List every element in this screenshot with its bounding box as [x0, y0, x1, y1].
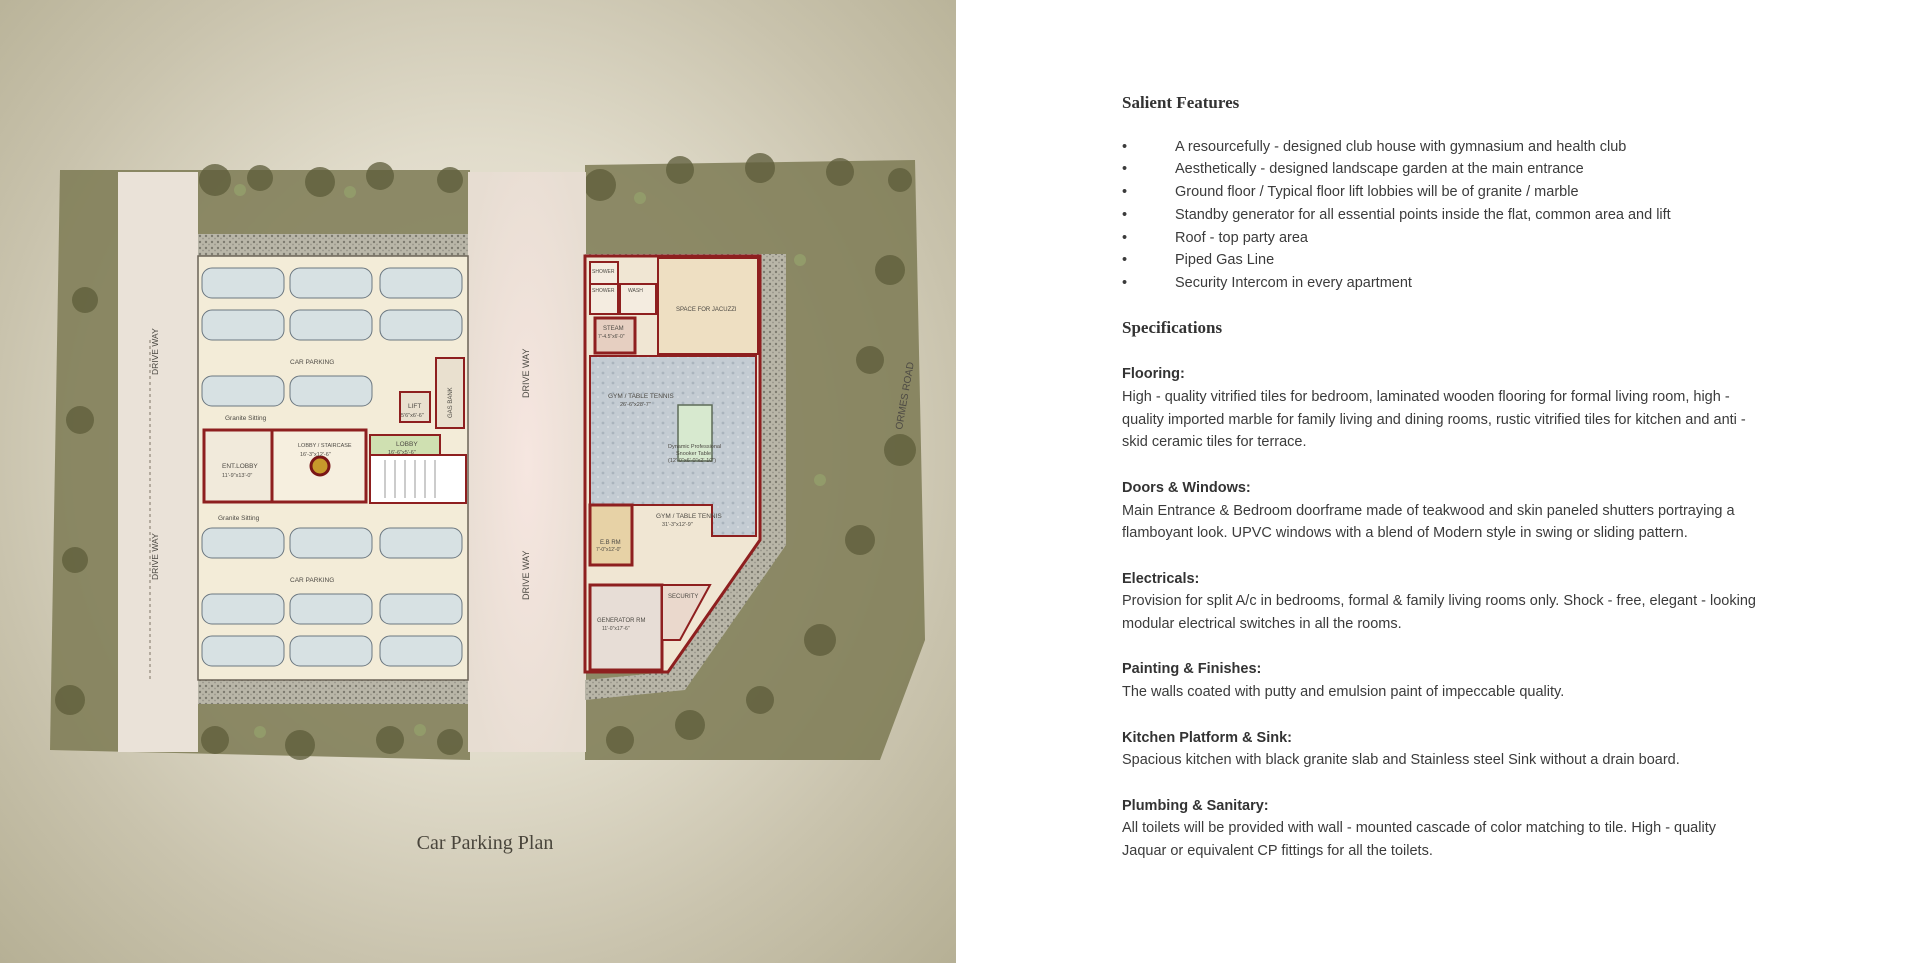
- plan-caption: Car Parking Plan: [416, 832, 554, 854]
- plan-label-lift-size: 5'6"x6'-6": [401, 413, 424, 419]
- salient-features-heading: Salient Features: [1122, 93, 1240, 112]
- spec-text: High - quality vitrified tiles for bedroom, laminated wooden flooring for formal living room, high - quality imported marble for family living and dining rooms, rustic vitrified tiles for kitchen and anti - skid ceramic tiles for terrace.: [1122, 389, 1746, 451]
- plan-label-steam-size: 7'-4.5"x6'-0": [598, 334, 625, 340]
- feature-text: Standby generator for all essential points inside the flat, common area and lift: [1175, 206, 1671, 223]
- drive-way-center: [468, 172, 586, 752]
- spec-painting-finishes: [1122, 658, 1762, 703]
- list-item: [1122, 136, 1762, 159]
- spec-doors-windows: [1122, 477, 1762, 545]
- bullet-icon: •: [1122, 184, 1128, 201]
- specifications-heading: Specifications: [1122, 317, 1223, 337]
- spec-title: Doors & Windows:: [1122, 479, 1251, 496]
- plan-label-gym-size-1: 26'-6"x28'-7": [620, 402, 651, 408]
- spec-electricals: [1122, 568, 1762, 636]
- plan-label-snooker-1: Dynamic Professional: [668, 444, 722, 450]
- plan-label-lobby: LOBBY: [396, 441, 418, 448]
- drive-way-left: [118, 172, 198, 752]
- feature-text: Aesthetically - designed landscape garden at the main entrance: [1175, 161, 1584, 178]
- plan-label-drive-way-3: DRIVE WAY: [521, 348, 531, 398]
- bullet-icon: •: [1122, 206, 1128, 223]
- plan-label-space-for-jacuzzi: SPACE FOR JACUZZI: [676, 307, 737, 313]
- spec-text: Spacious kitchen with black granite slab and Stainless steel Sink without a drain board.: [1122, 752, 1680, 769]
- plan-label-eb-rm: E.B RM: [600, 540, 621, 546]
- list-item: [1122, 249, 1762, 272]
- plan-label-steam: STEAM: [603, 326, 624, 332]
- plan-label-ent-lobby-size: 11'-9"x13'-0": [222, 473, 253, 479]
- plan-label-generator-rm-size: 11'-0"x17'-6": [602, 626, 630, 632]
- plan-label-snooker-2: Snooker Table: [676, 451, 712, 457]
- plan-label-car-parking-2: CAR PARKING: [290, 577, 335, 584]
- plan-label-shower-2: SHOWER: [592, 288, 615, 294]
- feature-text: Roof - top party area: [1175, 229, 1308, 246]
- spec-title: Kitchen Platform & Sink:: [1122, 729, 1292, 746]
- bullet-icon: •: [1122, 229, 1128, 246]
- plan-label-granite-sitting-2: Granite Sitting: [218, 515, 260, 522]
- plan-label-security: SECURITY: [668, 594, 699, 600]
- feature-text: Piped Gas Line: [1175, 252, 1275, 269]
- salient-features-list: [1122, 136, 1762, 295]
- list-item: [1122, 158, 1762, 181]
- list-item: [1122, 204, 1762, 227]
- plan-label-drive-way-1: DRIVE WAY: [150, 328, 160, 375]
- feature-text: Ground floor / Typical floor lift lobbies will be of granite / marble: [1175, 184, 1579, 201]
- spec-title: Painting & Finishes:: [1122, 661, 1262, 678]
- list-item: [1122, 181, 1762, 204]
- plan-label-lobby-staircase: LOBBY / STAIRCASE: [298, 443, 352, 449]
- plan-label-granite-sitting-1: Granite Sitting: [225, 415, 267, 422]
- plan-label-gym-2: GYM / TABLE TENNIS: [656, 513, 722, 520]
- bullet-icon: •: [1122, 138, 1128, 155]
- spec-title: Flooring:: [1122, 366, 1185, 383]
- feature-text: Security Intercom in every apartment: [1175, 274, 1412, 291]
- spec-title: Electricals:: [1122, 570, 1200, 587]
- plan-label-lift: LIFT: [408, 403, 422, 410]
- plan-label-eb-rm-size: 7'-0"x12'-0": [596, 547, 622, 553]
- plan-label-gym-size-2: 31'-3"x12'-9": [662, 522, 693, 528]
- plan-label-gym-1: GYM / TABLE TENNIS: [608, 393, 674, 400]
- list-item: [1122, 272, 1762, 295]
- spec-kitchen-platform: [1122, 727, 1762, 772]
- spec-title: Plumbing & Sanitary:: [1122, 797, 1269, 814]
- plan-label-lobby-size: 16'-6"x5'-6": [388, 450, 416, 456]
- bullet-icon: •: [1122, 161, 1128, 178]
- bullet-icon: •: [1122, 274, 1128, 291]
- spec-text: All toilets will be provided with wall - mounted cascade of color matching to tile. High - quality Jaquar or equivalent CP fittings for all the toilets.: [1122, 820, 1716, 860]
- spec-text: Provision for split A/c in bedrooms, formal & family living rooms only. Shock - free, elegant - looking modular electrical switches in all the rooms.: [1122, 593, 1756, 633]
- plan-label-ent-lobby: ENT.LOBBY: [222, 463, 258, 470]
- plan-label-shower: SHOWER: [592, 269, 615, 275]
- bullet-icon: •: [1122, 252, 1128, 269]
- plan-label-drive-way-4: DRIVE WAY: [521, 550, 531, 600]
- list-item: [1122, 227, 1762, 250]
- plan-label-lobby-staircase-size: 16'-3"x12'-6": [300, 452, 331, 458]
- feature-text: A resourcefully - designed club house with gymnasium and health club: [1175, 138, 1627, 155]
- plan-label-wash: WASH: [628, 288, 643, 294]
- spec-flooring: [1122, 363, 1762, 454]
- spec-text: The walls coated with putty and emulsion paint of impeccable quality.: [1122, 684, 1565, 701]
- features-panel: [1122, 92, 1762, 885]
- plan-label-car-parking-1: CAR PARKING: [290, 359, 335, 366]
- spec-text: Main Entrance & Bedroom doorframe made of teakwood and skin paneled shutters portraying a flamboyant look. UPVC windows with a blend of Modern style in swing or sliding pattern.: [1122, 502, 1735, 542]
- plan-label-generator-rm: GENERATOR RM: [597, 618, 646, 624]
- plan-label-gas-bank: GAS BANK: [448, 387, 454, 418]
- plan-label-ormes-road: ORMES ROAD: [894, 361, 917, 431]
- spec-plumbing-sanitary: [1122, 795, 1762, 863]
- plan-label-snooker-3: (12'-0"x6'-0"x2'-10"): [668, 458, 717, 464]
- plan-label-drive-way-2: DRIVE WAY: [150, 533, 160, 580]
